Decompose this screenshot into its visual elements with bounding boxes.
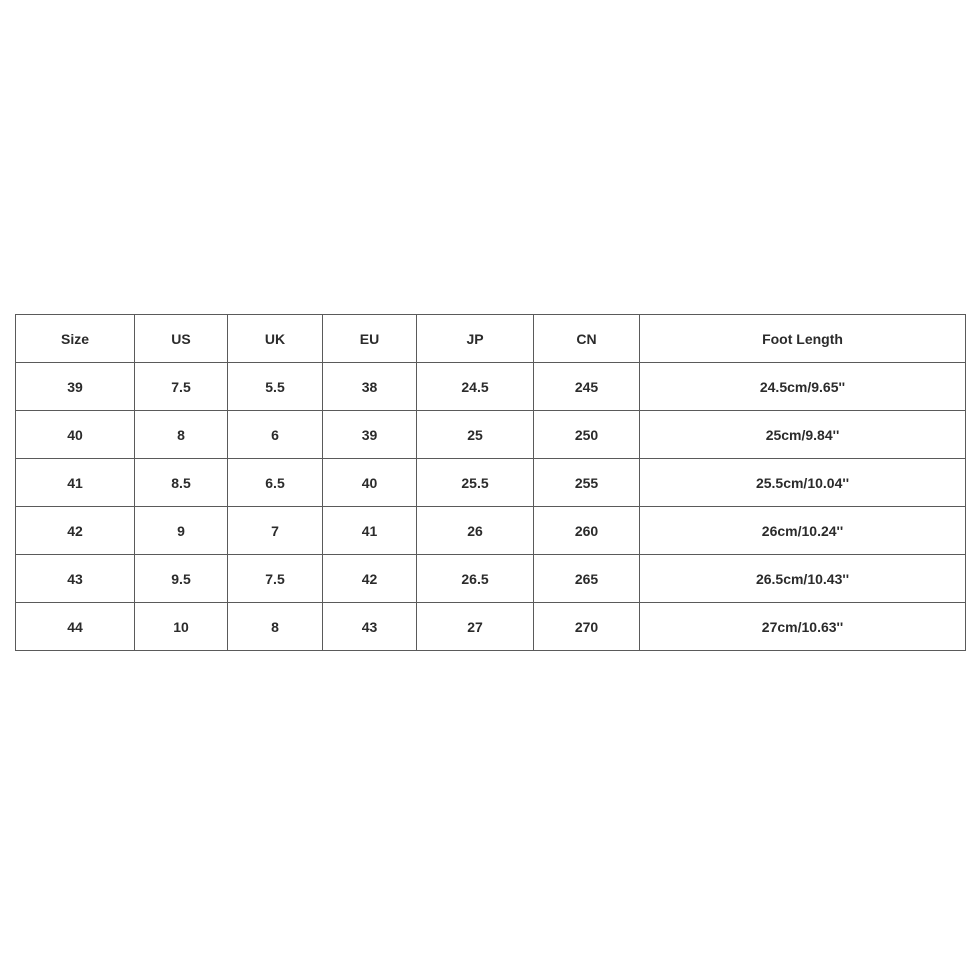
cell-cn: 250: [534, 411, 640, 459]
cell-eu: 40: [323, 459, 417, 507]
cell-us: 8: [135, 411, 228, 459]
cell-eu: 39: [323, 411, 417, 459]
cell-foot-length: 26cm/10.24'': [640, 507, 966, 555]
cell-foot-length: 25.5cm/10.04'': [640, 459, 966, 507]
cell-jp: 25: [417, 411, 534, 459]
table-row: [16, 411, 966, 459]
cell-eu: 41: [323, 507, 417, 555]
cell-cn: 255: [534, 459, 640, 507]
cell-cn: 270: [534, 603, 640, 651]
header-cn: CN: [534, 315, 640, 363]
cell-uk: 6: [228, 411, 323, 459]
cell-cn: 260: [534, 507, 640, 555]
cell-uk: 6.5: [228, 459, 323, 507]
cell-size: 44: [16, 603, 135, 651]
table-row: [16, 603, 966, 651]
cell-jp: 26.5: [417, 555, 534, 603]
cell-foot-length: 24.5cm/9.65'': [640, 363, 966, 411]
cell-us: 9.5: [135, 555, 228, 603]
cell-foot-length: 25cm/9.84'': [640, 411, 966, 459]
cell-eu: 38: [323, 363, 417, 411]
cell-jp: 25.5: [417, 459, 534, 507]
table-row: [16, 363, 966, 411]
cell-size: 43: [16, 555, 135, 603]
cell-jp: 24.5: [417, 363, 534, 411]
cell-us: 8.5: [135, 459, 228, 507]
header-size: Size: [16, 315, 135, 363]
cell-eu: 42: [323, 555, 417, 603]
header-eu: EU: [323, 315, 417, 363]
cell-cn: 245: [534, 363, 640, 411]
cell-jp: 26: [417, 507, 534, 555]
cell-us: 10: [135, 603, 228, 651]
cell-size: 39: [16, 363, 135, 411]
cell-uk: 8: [228, 603, 323, 651]
cell-us: 7.5: [135, 363, 228, 411]
cell-jp: 27: [417, 603, 534, 651]
cell-uk: 7.5: [228, 555, 323, 603]
cell-foot-length: 27cm/10.63'': [640, 603, 966, 651]
cell-foot-length: 26.5cm/10.43'': [640, 555, 966, 603]
cell-eu: 43: [323, 603, 417, 651]
table-row: [16, 507, 966, 555]
table-header-row: [16, 315, 966, 363]
size-chart-table: [15, 314, 966, 651]
cell-uk: 5.5: [228, 363, 323, 411]
cell-size: 42: [16, 507, 135, 555]
table-row: [16, 459, 966, 507]
cell-us: 9: [135, 507, 228, 555]
cell-uk: 7: [228, 507, 323, 555]
cell-size: 41: [16, 459, 135, 507]
header-uk: UK: [228, 315, 323, 363]
table-row: [16, 555, 966, 603]
cell-size: 40: [16, 411, 135, 459]
header-jp: JP: [417, 315, 534, 363]
header-us: US: [135, 315, 228, 363]
header-foot-length: Foot Length: [640, 315, 966, 363]
cell-cn: 265: [534, 555, 640, 603]
